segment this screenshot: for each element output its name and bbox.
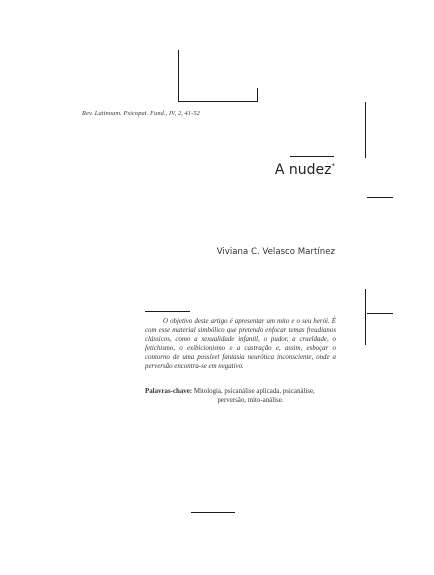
keywords-line-1: Palavras-chave: Mitologia, psicanálise aplicada, psicanálise, [145,388,315,395]
keywords-text-1: Mitologia, psicanálise aplicada, psicanálise, [193,388,315,395]
abstract-rule [145,311,190,312]
title-rule [290,156,334,157]
vertical-rule-right-lower [365,289,366,345]
horizontal-rule-right-upper [367,197,393,198]
vertical-rule-top [178,50,179,102]
horizontal-rule-top [178,101,258,102]
keywords-label: Palavras-chave [145,388,190,395]
bottom-rule [191,512,235,513]
vertical-rule-right-upper [365,102,366,158]
horizontal-rule-right-lower [367,313,393,314]
vertical-rule-top-short [257,88,258,102]
author-name: Viviana C. Velasco Martínez [216,247,335,257]
abstract: O objetivo deste artigo é apresentar um mito e o seu herói. É com esse material simbólico que pretendo enfocar temas freudianos clássicos, como a sexualidade infantil, o pudor, a crueldade, o fetichismo, o exibicionismo e a castração e, assim, esboçar o contorno de uma possível fantasia neurótica inconsciente, onde a perversão encontra-se em negativo. [145,318,336,370]
title-footnote-mark: * [331,162,335,170]
keywords-line-2: perversão, mito-análise. [217,396,284,404]
keywords [145,388,336,406]
article-title [275,162,335,178]
title-text: A nudez [274,162,332,178]
journal-reference: Rev. Latinoam. Psicopat. Fund., IV, 2, 41-52 [82,110,200,117]
